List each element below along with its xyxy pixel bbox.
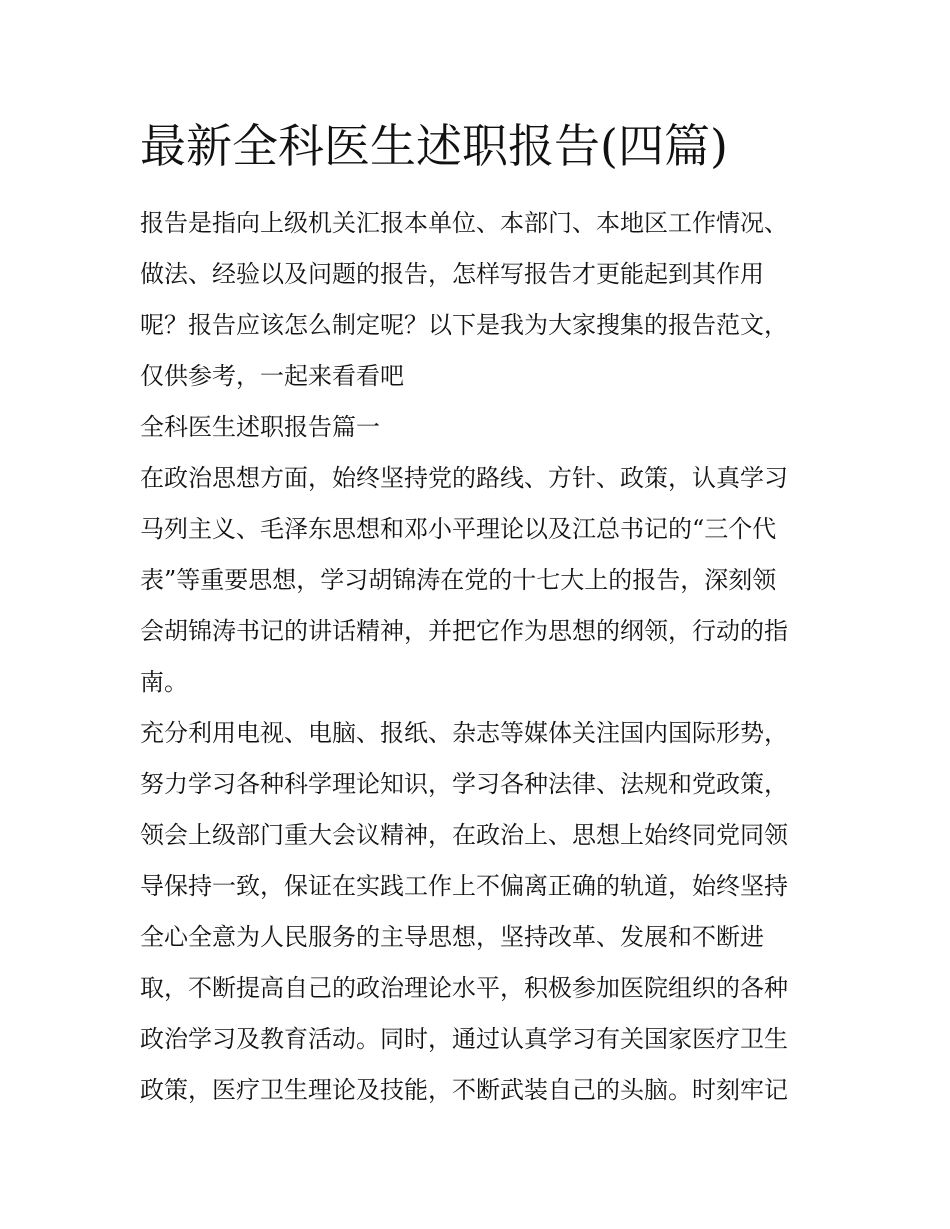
intro-line-2: 做法、经验以及问题的报告，怎样写报告才更能起到其作用 <box>140 260 764 288</box>
paragraph-2-line-5: 全心全意为人民服务的主导思想，坚持改革、发展和不断进 <box>140 923 764 951</box>
paragraph-2-line-3: 领会上级部门重大会议精神，在政治上、思想上始终同党同领 <box>140 821 788 849</box>
paragraph-1-line-3: 表”等重要思想，学习胡锦涛在党的十七大上的报告，深刻领 <box>140 566 777 594</box>
paragraph-2-line-6: 取，不断提高自己的政治理论水平，积极参加医院组织的各种 <box>140 974 788 1002</box>
intro-line-4: 仅供参考，一起来看看吧 <box>140 362 404 390</box>
paragraph-2-line-7: 政治学习及教育活动。同时，通过认真学习有关国家医疗卫生 <box>140 1025 788 1053</box>
intro-line-1: 报告是指向上级机关汇报本单位、本部门、本地区工作情况、 <box>140 209 788 237</box>
paragraph-1-line-5: 南。 <box>140 668 188 696</box>
paragraph-2-line-4: 导保持一致，保证在实践工作上不偏离正确的轨道，始终坚持 <box>140 872 788 900</box>
paragraph-1-line-1: 在政治思想方面，始终坚持党的路线、方针、政策，认真学习 <box>140 464 788 492</box>
paragraph-1-line-4: 会胡锦涛书记的讲话精神，并把它作为思想的纲领，行动的指 <box>140 617 788 645</box>
paragraph-2-line-2: 努力学习各种科学理论知识，学习各种法律、法规和党政策， <box>140 770 788 798</box>
document-title: 最新全科医生述职报告(四篇) <box>140 119 728 173</box>
paragraph-2-line-8: 政策，医疗卫生理论及技能，不断武装自己的头脑。时刻牢记 <box>140 1076 788 1104</box>
intro-line-3: 呢？报告应该怎么制定呢？以下是我为大家搜集的报告范文， <box>140 311 788 339</box>
section-heading: 全科医生述职报告篇一 <box>140 413 380 441</box>
paragraph-2-line-1: 充分利用电视、电脑、报纸、杂志等媒体关注国内国际形势， <box>140 719 788 747</box>
document-body <box>140 198 830 1116</box>
paragraph-1-line-2: 马列主义、毛泽东思想和邓小平理论以及江总书记的“三个代 <box>140 515 777 543</box>
